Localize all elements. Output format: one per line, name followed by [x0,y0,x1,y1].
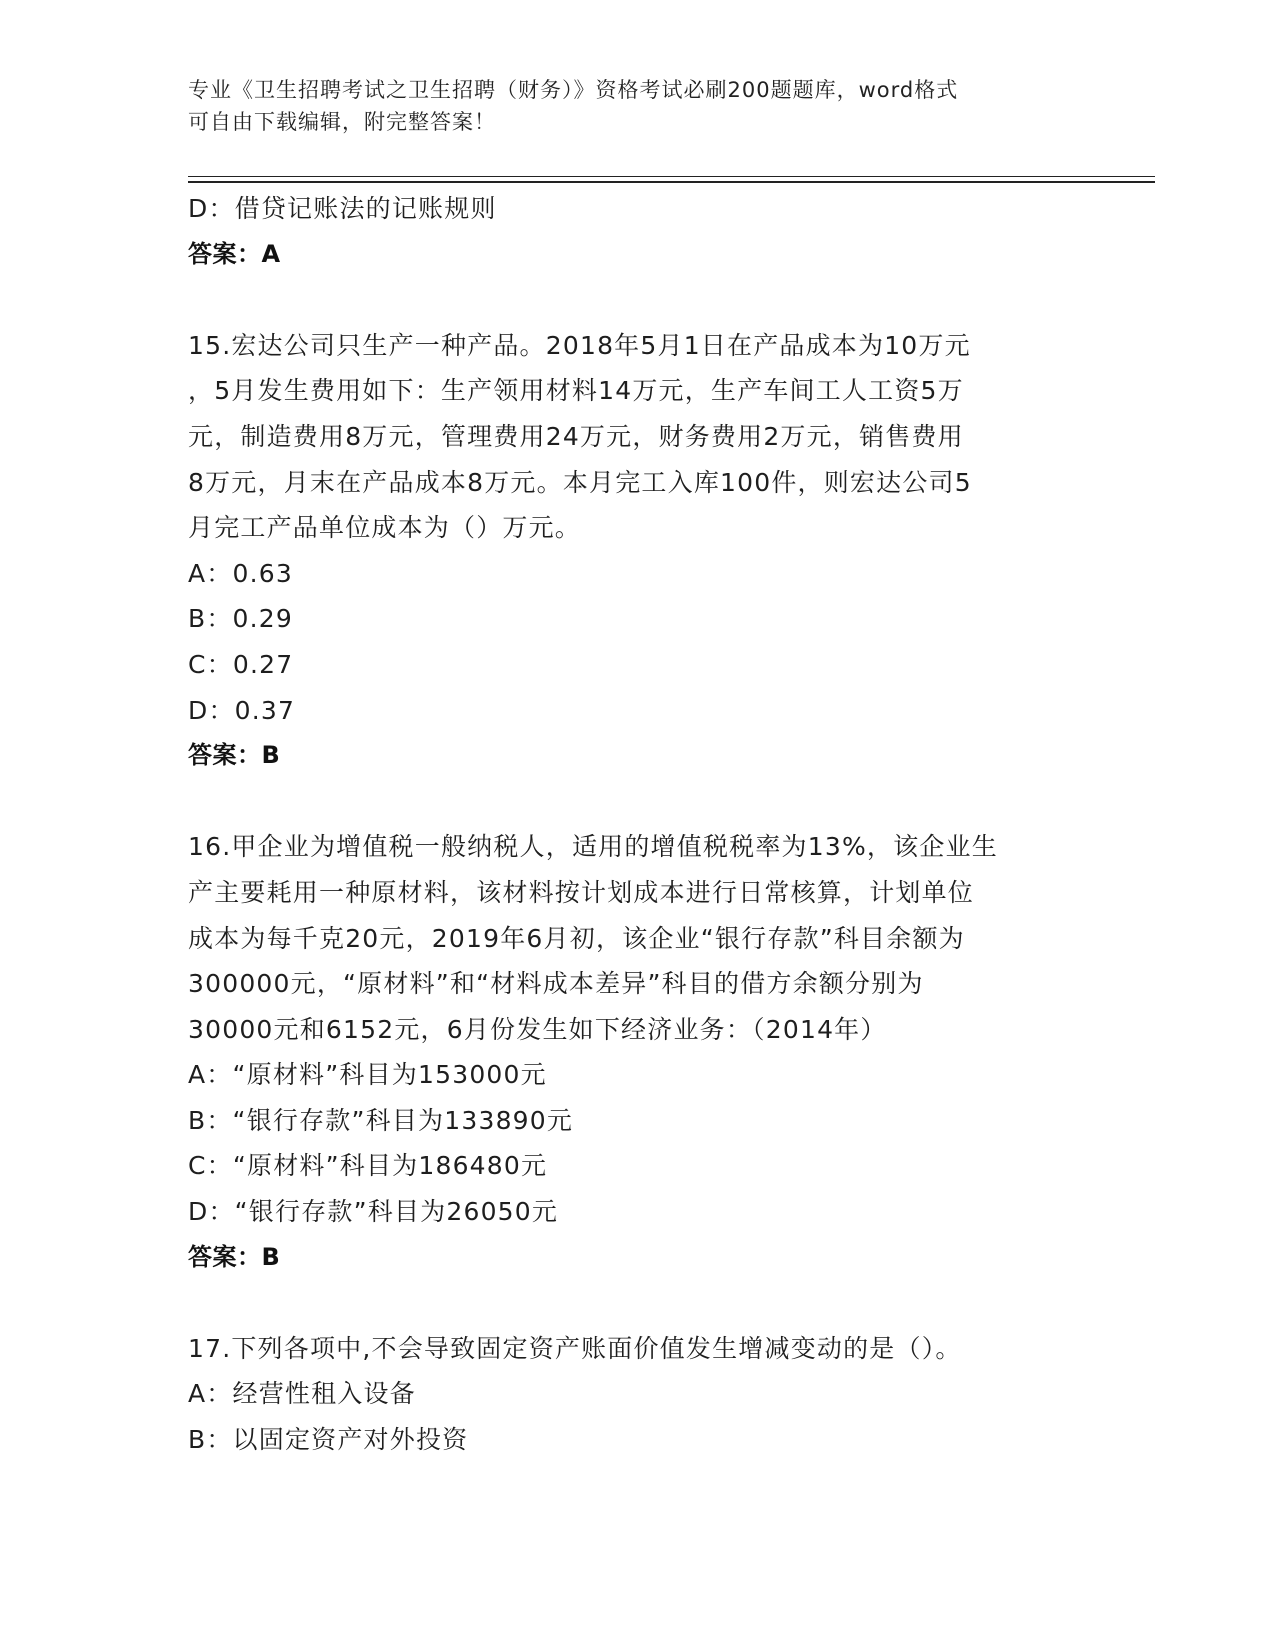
spacer [188,277,1068,323]
question-text-line: 300000元，“原材料”和“材料成本差异”科目的借方余额分别为 [188,969,924,999]
answer-label: 答案：B [188,741,281,770]
question-text-line: 月完工产品单位成本为（）万元。 [188,513,582,543]
question-15 [188,323,1068,779]
option-c: C：“原材料”科目为186480元 [188,1151,548,1181]
option-d: D：“银行存款”科目为26050元 [188,1197,559,1227]
option-a: A：“原材料”科目为153000元 [188,1060,547,1090]
answer-label: 答案：B [188,1242,281,1271]
question-14 [188,186,1068,277]
option-c: C：0.27 [188,649,294,679]
question-text-line: 30000元和6152元，6月份发生如下经济业务：（2014年） [188,1014,887,1044]
question-text-line: 15.宏达公司只生产一种产品。2018年5月1日在产品成本为10万元 [188,330,971,360]
question-text-line: 产主要耗用一种原材料，该材料按计划成本进行日常核算，计划单位 [188,877,975,907]
question-text-line: 17.下列各项中,不会导致固定资产账面价值发生增减变动的是（）。 [188,1333,962,1363]
option-a: A：0.63 [188,558,293,588]
option-a: A：经营性租入设备 [188,1379,416,1409]
question-text-line: ，5月发生费用如下：生产领用材料14万元，生产车间工人工资5万 [188,376,964,406]
spacer [188,1280,1068,1326]
option-b: B：“银行存款”科目为133890元 [188,1105,574,1135]
document-body [188,186,1068,1463]
spacer [188,779,1068,825]
question-text-line: 元，制造费用8万元，管理费用24万元，财务费用2万元，销售费用 [188,421,964,451]
header-title-line-1: 专业《卫生招聘考试之卫生招聘（财务）》资格考试必刷200题题库，word格式 [188,78,959,102]
header-divider-thick [188,181,1155,183]
header-title-line-2: 可自由下载编辑，附完整答案！ [188,110,496,134]
question-text-line: 成本为每千克20元，2019年6月初，该企业“银行存款”科目余额为 [188,923,965,953]
question-text-line: 8万元，月末在产品成本8万元。本月完工入库100件，则宏达公司5 [188,467,972,497]
document-header [188,74,1088,138]
question-17 [188,1326,1068,1463]
option-d: D：借贷记账法的记账规则 [188,194,497,223]
option-b: B：以固定资产对外投资 [188,1425,469,1455]
question-text-line: 16.甲企业为增值税一般纳税人，适用的增值税税率为13%，该企业生 [188,832,998,862]
option-d: D：0.37 [188,695,296,725]
header-divider-thin [188,176,1155,177]
answer-label: 答案：A [188,239,281,268]
question-16 [188,824,1068,1280]
option-b: B：0.29 [188,604,294,634]
